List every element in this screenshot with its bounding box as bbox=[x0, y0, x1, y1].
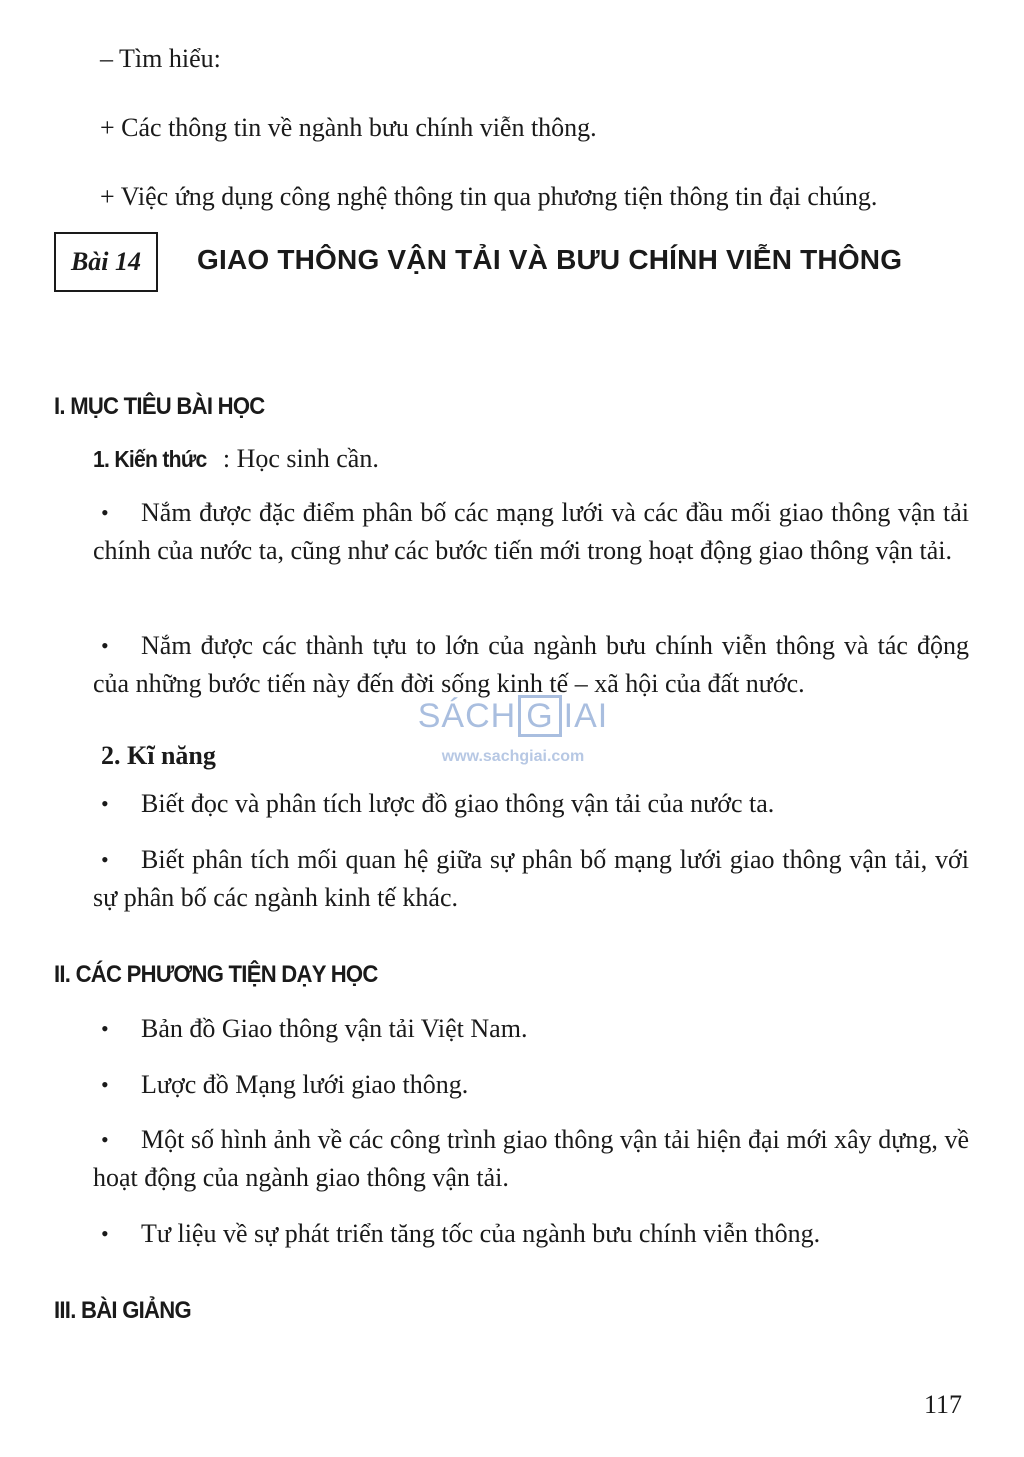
knowledge-text: : Học sinh cần. bbox=[216, 444, 379, 473]
section-2-heading: II. CÁC PHƯƠNG TIỆN DẠY HỌC bbox=[54, 961, 378, 988]
section-3-heading: III. BÀI GIẢNG bbox=[54, 1297, 191, 1324]
lesson-number: Bài 14 bbox=[70, 247, 142, 276]
bullet-icon: • bbox=[101, 633, 109, 658]
bullet-icon: • bbox=[101, 1016, 109, 1041]
skills-label: 2. Kĩ năng bbox=[101, 741, 216, 770]
materials-bullet-3: Một số hình ảnh về các công trình giao thông vận tải hiện đại mới xây dựng, về hoạt động của ngành giao thông vận tải. bbox=[93, 1125, 969, 1192]
bullet-icon: • bbox=[101, 1221, 109, 1246]
intro-line-1: – Tìm hiểu: bbox=[100, 44, 221, 73]
materials-bullet-2: Lược đồ Mạng lưới giao thông. bbox=[141, 1070, 469, 1099]
bullet-icon: • bbox=[101, 847, 109, 872]
bullet-icon: • bbox=[101, 1072, 109, 1097]
knowledge-line bbox=[93, 440, 379, 478]
watermark-logo-left: SÁCH bbox=[417, 697, 517, 735]
materials-bullet-1: Bản đồ Giao thông vận tải Việt Nam. bbox=[141, 1014, 528, 1043]
lesson-title: GIAO THÔNG VẬN TẢI VÀ BƯU CHÍNH VIỄN THÔNG bbox=[197, 244, 903, 275]
bullet-icon: • bbox=[101, 791, 109, 816]
knowledge-bullet-2: Nắm được các thành tựu to lớn của ngành bưu chính viễn thông và tác động của những bước tiến này đến đời sống kinh tế – xã hội của đất nước. bbox=[93, 631, 969, 698]
watermark-logo-right: IAI bbox=[563, 697, 609, 735]
watermark-logo-g: G bbox=[518, 695, 561, 737]
skills-bullet-2: Biết phân tích mối quan hệ giữa sự phân bố mạng lưới giao thông vận tải, với sự phân bố các ngành kinh tế khác. bbox=[93, 845, 969, 912]
skills-bullet-1: Biết đọc và phân tích lược đồ giao thông vận tải của nước ta. bbox=[141, 789, 775, 818]
watermark bbox=[408, 694, 618, 766]
knowledge-label: 1. Kiến thức bbox=[93, 446, 207, 472]
section-1-heading: I. MỤC TIÊU BÀI HỌC bbox=[54, 393, 265, 420]
bullet-icon: • bbox=[101, 1127, 109, 1152]
intro-line-3: + Việc ứng dụng công nghệ thông tin qua phương tiện thông tin đại chúng. bbox=[100, 182, 878, 211]
lesson-number-box bbox=[54, 232, 158, 292]
watermark-url: www.sachgiai.com bbox=[441, 748, 585, 765]
bullet-icon: • bbox=[101, 500, 109, 525]
intro-line-2: + Các thông tin về ngành bưu chính viễn thông. bbox=[100, 113, 597, 142]
page-number: 117 bbox=[924, 1390, 963, 1419]
knowledge-bullet-1: Nắm được đặc điểm phân bố các mạng lưới và các đầu mối giao thông vận tải chính của nước ta, cũng như các bước tiến mới trong hoạt động giao thông vận tải. bbox=[93, 498, 969, 565]
materials-bullet-4: Tư liệu về sự phát triển tăng tốc của ngành bưu chính viễn thông. bbox=[141, 1219, 821, 1248]
